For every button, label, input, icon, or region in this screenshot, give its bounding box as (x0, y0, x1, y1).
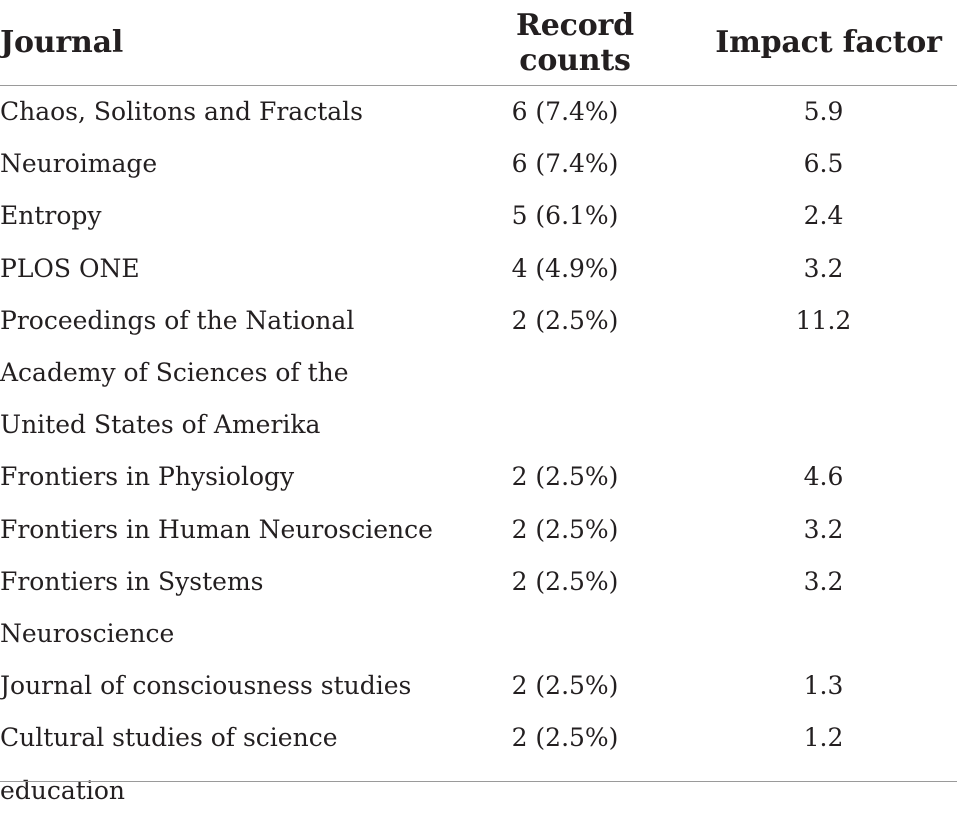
record-count-cell: 6 (7.4%) (511, 97, 619, 126)
record-count-cell: 2 (2.5%) (511, 723, 619, 753)
record-count-cell: 6 (7.4%) (511, 149, 619, 179)
table-row (0, 451, 957, 503)
record-count-cell: 2 (2.5%) (511, 462, 619, 492)
record-count-cell: 2 (2.5%) (511, 305, 619, 335)
header-record-counts: Record counts (516, 7, 634, 78)
record-count-cell: 4 (4.9%) (511, 253, 619, 283)
impact-factor-cell: 1.3 (803, 671, 844, 701)
table-row (0, 295, 957, 452)
record-count-cell: 2 (2.5%) (511, 671, 619, 701)
record-count-cell: 2 (2.5%) (511, 514, 619, 544)
impact-factor-cell: 3.2 (803, 514, 844, 544)
journal-cell: Frontiers in Physiology (0, 462, 295, 492)
impact-factor-cell: 1.2 (803, 723, 844, 753)
table-row (0, 712, 957, 816)
impact-factor-cell: 6.5 (803, 149, 844, 179)
header-impact-factor: Impact factor (715, 25, 942, 60)
table-row (0, 190, 957, 242)
record-count-cell: 5 (6.1%) (511, 201, 619, 231)
journal-cell: Chaos, Solitons and Fractals (0, 97, 363, 126)
record-count-cell: 2 (2.5%) (511, 566, 619, 596)
journal-cell: Frontiers in Systems Neuroscience (0, 566, 264, 649)
table-row (0, 504, 957, 556)
journal-cell: Entropy (0, 201, 102, 231)
impact-factor-cell: 3.2 (803, 253, 844, 283)
impact-factor-cell: 3.2 (803, 566, 844, 596)
impact-factor-cell: 2.4 (803, 201, 844, 231)
journal-cell: Cultural studies of science education (0, 723, 338, 805)
table-row (0, 660, 957, 712)
impact-factor-cell: 5.9 (803, 97, 844, 126)
journal-cell: PLOS ONE (0, 253, 140, 283)
impact-factor-cell: 11.2 (795, 305, 852, 335)
table-row (0, 86, 957, 138)
table-bottom-rule (0, 781, 957, 782)
journal-cell: Neuroimage (0, 149, 158, 179)
table-row (0, 138, 957, 190)
impact-factor-cell: 4.6 (803, 462, 844, 492)
journal-cell: Frontiers in Human Neuroscience (0, 514, 433, 544)
journal-cell: Journal of consciousness studies (0, 671, 412, 701)
table-row (0, 556, 957, 660)
header-journal: Journal (0, 25, 124, 60)
table-body (0, 86, 957, 817)
table-header (0, 0, 957, 86)
journal-cell: Proceedings of the National Academy of Sciences of the United States of Amerika (0, 305, 355, 440)
table-row (0, 243, 957, 295)
